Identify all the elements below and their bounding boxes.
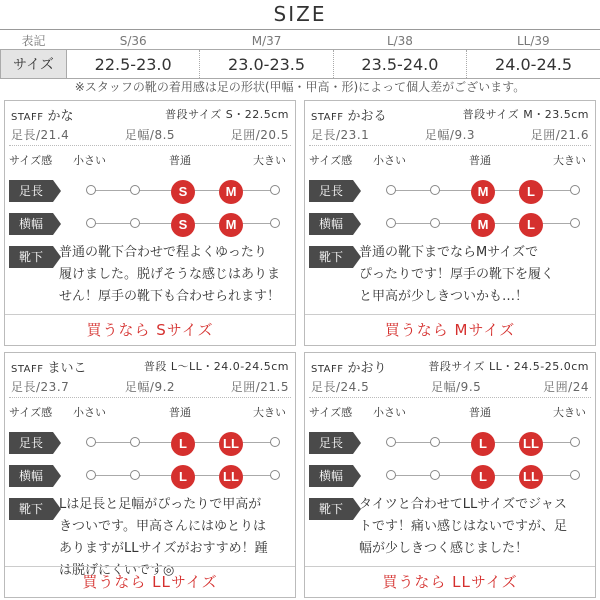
comment-line: ぴったりです！厚手の靴下を履く: [359, 267, 555, 282]
scale-normal-label: 普通: [469, 154, 491, 167]
size-marker: LL: [519, 465, 543, 489]
comment-line: ありますがLLサイズがおすすめ！踵: [59, 541, 268, 556]
staff-label: STAFF: [311, 364, 344, 375]
card-divider: [9, 397, 291, 398]
size-chart-cell: 23.5-24.0: [333, 50, 466, 79]
row-tag-width: 横幅: [9, 213, 53, 235]
scale-dot: [130, 470, 140, 480]
scale-normal-label: 普通: [169, 154, 191, 167]
staff-comment: [359, 242, 591, 308]
fit-notice: ※スタッフの靴の着用感は足の形状(甲幅・甲高・形)によって個人差がございます。: [74, 80, 526, 94]
scale-dot: [386, 218, 396, 228]
scale-header: [9, 404, 291, 420]
scale-normal-label: 普通: [469, 406, 491, 419]
comment-line: せん！厚手の靴下も合わせられます！: [59, 289, 281, 304]
size-marker: M: [471, 213, 495, 237]
staff-label: STAFF: [11, 364, 44, 375]
scale-dot: [130, 437, 140, 447]
scale-track-width: [5, 212, 297, 236]
scale-dot: [430, 470, 440, 480]
staff-review-card: [4, 352, 296, 598]
scale-title: サイズ感: [9, 406, 53, 419]
recommended-size: 買うなら LLサイズ: [305, 566, 595, 597]
size-marker: L: [519, 213, 543, 237]
row-tag-length: 足長: [309, 180, 353, 202]
scale-dot: [430, 437, 440, 447]
scale-header: [309, 404, 591, 420]
scale-dot: [86, 437, 96, 447]
staff-header: [11, 105, 289, 123]
scale-dot: [130, 185, 140, 195]
staff-comment: [359, 494, 591, 560]
row-tag-width: 横幅: [309, 465, 353, 487]
size-marker: S: [171, 213, 195, 237]
foot-length: 足長/23.7: [11, 380, 70, 394]
scale-dot: [386, 470, 396, 480]
comment-line: 普通の靴下までならMサイズで: [359, 245, 539, 260]
foot-girth: 足囲/20.5: [230, 128, 289, 142]
comment-line: 履けました。脱げそうな感じはありま: [59, 267, 281, 282]
scale-track-width: [5, 464, 297, 488]
scale-track-width: [305, 464, 597, 488]
foot-girth: 足囲/24: [543, 380, 589, 394]
size-chart-header-cell: LL/39: [516, 33, 550, 48]
scale-header: [309, 152, 591, 168]
size-marker: S: [171, 180, 195, 204]
scale-small-label: 小さい: [73, 154, 106, 167]
scale-large-label: 大きい: [253, 406, 286, 419]
row-tag-length: 足長: [309, 432, 353, 454]
size-chart-header-cell: S/36: [119, 33, 147, 48]
recommended-size: 買うなら Sサイズ: [5, 314, 295, 345]
scale-header: [9, 152, 291, 168]
scale-dot: [570, 470, 580, 480]
size-chart-row: [1, 50, 600, 79]
scale-dot: [570, 185, 580, 195]
size-marker: M: [471, 180, 495, 204]
size-marker: L: [471, 432, 495, 456]
staff-name: まいこ: [47, 361, 87, 376]
scale-title: サイズ感: [9, 154, 53, 167]
staff-header: [311, 105, 589, 123]
size-chart-cell: 23.0-23.5: [200, 50, 333, 79]
staff-header: [311, 357, 589, 375]
scale-dot: [130, 218, 140, 228]
size-marker: M: [219, 213, 243, 237]
comment-line: タイツと合わせてLLサイズでジャス: [359, 497, 567, 512]
comment-line: 幅が少しきつく感じました！: [359, 541, 529, 556]
comment-line: は脱げにくいです◎: [59, 563, 175, 578]
size-chart-header-cell: M/37: [251, 33, 282, 48]
staff-review-card: [304, 352, 596, 598]
row-tag-socks: 靴下: [9, 246, 53, 268]
scale-dot: [86, 185, 96, 195]
scale-track-width: [305, 212, 597, 236]
size-marker: LL: [219, 432, 243, 456]
foot-measurements: [311, 126, 589, 142]
scale-track-length: [305, 179, 597, 203]
title-divider: [0, 29, 600, 30]
comment-line: きついです。甲高さんにはゆとりは: [59, 519, 266, 534]
staff-label: STAFF: [311, 112, 344, 123]
scale-small-label: 小さい: [373, 154, 406, 167]
recommended-size: 買うなら Mサイズ: [305, 314, 595, 345]
size-marker: LL: [519, 432, 543, 456]
scale-dot: [386, 185, 396, 195]
staff-name: かおる: [347, 109, 387, 124]
foot-girth: 足囲/21.6: [530, 128, 589, 142]
foot-length: 足長/24.5: [311, 380, 370, 394]
card-divider: [309, 145, 591, 146]
size-chart-header-cell: L/38: [386, 33, 413, 48]
foot-width: 足幅/9.3: [424, 128, 476, 142]
foot-measurements: [311, 378, 589, 394]
foot-width: 足幅/9.5: [431, 380, 482, 394]
staff-review-card: [4, 100, 296, 346]
comment-line: トです！痛い感じはないですが、足: [359, 519, 568, 534]
staff-review-card: [304, 100, 596, 346]
scale-title: サイズ感: [309, 154, 353, 167]
row-tag-length: 足長: [9, 432, 53, 454]
scale-dot: [386, 437, 396, 447]
scale-dot: [270, 470, 280, 480]
usual-size: 普段サイズ S・22.5cm: [165, 108, 289, 121]
size-marker: L: [171, 432, 195, 456]
staff-header: [11, 357, 289, 375]
staff-name: かな: [47, 109, 74, 124]
recommended-size: 買うなら LLサイズ: [5, 566, 295, 597]
scale-normal-label: 普通: [169, 406, 191, 419]
scale-title: サイズ感: [309, 406, 353, 419]
scale-dot: [86, 218, 96, 228]
foot-length: 足長/21.4: [11, 128, 70, 142]
size-chart-header-cell: 表記: [1, 32, 67, 50]
scale-dot: [270, 437, 280, 447]
scale-dot: [430, 185, 440, 195]
size-marker: L: [471, 465, 495, 489]
scale-large-label: 大きい: [253, 154, 286, 167]
card-divider: [9, 145, 291, 146]
card-divider: [309, 397, 591, 398]
size-chart-row-label: サイズ: [1, 50, 67, 79]
scale-dot: [430, 218, 440, 228]
scale-track-length: [305, 431, 597, 455]
scale-dot: [570, 218, 580, 228]
foot-girth: 足囲/21.5: [230, 380, 289, 394]
foot-measurements: [11, 126, 289, 142]
foot-length: 足長/23.1: [311, 128, 370, 142]
usual-size: 普段サイズ LL・24.5-25.0cm: [428, 360, 589, 373]
comment-line: 普通の靴下合わせで程よくゆったり: [59, 245, 267, 260]
scale-large-label: 大きい: [553, 406, 586, 419]
row-tag-width: 横幅: [309, 213, 353, 235]
staff-name: かおり: [347, 361, 387, 376]
comment-line: Lは足長と足幅がぴったりで甲高が: [59, 497, 262, 512]
usual-size: 普段サイズ M・23.5cm: [462, 108, 589, 121]
scale-dot: [570, 437, 580, 447]
usual-size: 普段 L～LL・24.0-24.5cm: [143, 360, 289, 373]
scale-dot: [270, 185, 280, 195]
scale-small-label: 小さい: [373, 406, 406, 419]
scale-track-length: [5, 179, 297, 203]
size-chart-table: [0, 32, 600, 79]
staff-comment: [59, 242, 291, 308]
size-marker: LL: [219, 465, 243, 489]
foot-measurements: [11, 378, 289, 394]
scale-large-label: 大きい: [553, 154, 586, 167]
scale-track-length: [5, 431, 297, 455]
scale-dot: [270, 218, 280, 228]
comment-line: と甲高が少しきついかも…！: [359, 289, 529, 304]
row-tag-width: 横幅: [9, 465, 53, 487]
size-chart-cell: 24.0-24.5: [467, 50, 600, 79]
scale-dot: [86, 470, 96, 480]
size-marker: L: [171, 465, 195, 489]
row-tag-socks: 靴下: [309, 246, 353, 268]
staff-label: STAFF: [11, 112, 44, 123]
foot-width: 足幅/8.5: [124, 128, 176, 142]
size-marker: M: [219, 180, 243, 204]
row-tag-socks: 靴下: [9, 498, 53, 520]
row-tag-socks: 靴下: [309, 498, 353, 520]
row-tag-length: 足長: [9, 180, 53, 202]
scale-small-label: 小さい: [73, 406, 106, 419]
size-chart-cell: 22.5-23.0: [67, 50, 200, 79]
size-marker: L: [519, 180, 543, 204]
page-title: SIZE: [273, 2, 327, 26]
size-chart-header-row: [1, 32, 600, 50]
foot-width: 足幅/9.2: [124, 380, 176, 394]
